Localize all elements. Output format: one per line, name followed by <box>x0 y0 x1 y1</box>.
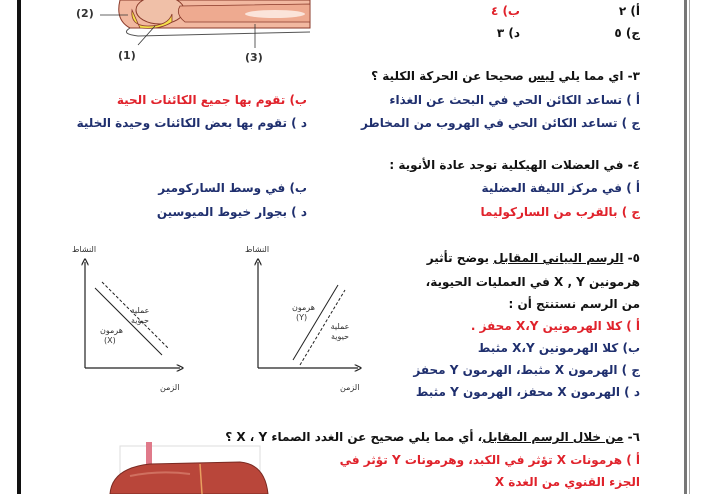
q5-question-line1 <box>427 250 640 266</box>
graph-y-x-label: الزمن <box>340 383 360 392</box>
q2-option-d[interactable]: د) ٣ <box>496 26 520 40</box>
q5-text: يوضح تأثير <box>426 251 494 265</box>
q5-option-c[interactable]: ج ) الهرمون X مثبط، الهرمون Y محفز <box>413 363 640 377</box>
q3-text-end: صحيحا عن الحركة الكلية ؟ <box>371 69 528 83</box>
graph-x-hormone-id: (X) <box>104 336 116 345</box>
q5-question-line2: هرمونين X , Y في العمليات الحيوية، <box>425 275 640 289</box>
graph-x-x-label: الزمن <box>160 383 180 392</box>
figure-label-1: (1) <box>118 49 136 62</box>
q3-option-b[interactable]: ب) تقوم بها جميع الكائنات الحية <box>116 93 307 107</box>
q2-option-a[interactable]: أ) ٢ <box>618 4 640 18</box>
q5-underlined: الرسم البياني المقابل <box>493 251 624 265</box>
figure-label-3: (3) <box>245 51 263 64</box>
q6-option-a-line1[interactable]: أ ) هرمونات X تؤثر في الكبد، وهرمونات Y تؤثر في <box>339 453 640 467</box>
q3-option-c[interactable]: ج ) تساعد الكائن الحي في الهروب من المخاطر <box>360 116 640 130</box>
graph-y-process-label: عملية حيوية <box>330 322 350 341</box>
graph-y-y-label: النشاط <box>245 245 270 254</box>
q3-number: ٣- <box>623 69 640 83</box>
q4-option-c[interactable]: ج ) بالقرب من الساركوليما <box>480 205 640 219</box>
page-border-left <box>17 0 21 494</box>
page-border-right-inner <box>689 0 690 494</box>
graph-y-hormone-id: (Y) <box>296 313 308 322</box>
q6-text: ، أي مما يلي صحيح عن الغدد الصماء X ، Y ؟ <box>225 430 483 444</box>
q6-option-a-line2[interactable]: الجزء القنوي من الغدة X <box>494 475 640 489</box>
q4-option-d[interactable]: د ) بجوار خيوط الميوسين <box>156 205 307 219</box>
figure-label-2: (2) <box>76 7 94 20</box>
q6-underlined: من خلال الرسم المقابل <box>482 430 624 444</box>
q3-underlined: ليس <box>527 69 555 83</box>
graph-x-process-label: عملية حيوية <box>130 306 150 325</box>
graph-y-hormone-label: هرمون <box>292 303 315 312</box>
q5-option-d[interactable]: د ) الهرمون X محفز، الهرمون Y مثبط <box>415 385 640 399</box>
q4-question: ٤- في العضلات الهيكلية توجد عادة الأنوية : <box>389 158 640 172</box>
liver-organ-figure <box>90 440 290 494</box>
q3-question <box>371 68 640 84</box>
q6-number: ٦- <box>623 430 640 444</box>
arm-muscle-figure <box>60 0 330 65</box>
q3-option-a[interactable]: أ ) تساعد الكائن الحي في البحث عن الغذاء <box>389 93 640 107</box>
q3-option-d[interactable]: د ) تقوم بها بعض الكائنات وحيدة الخلية <box>76 116 307 130</box>
q5-option-a[interactable]: أ ) كلا الهرمونين X،Y محفز . <box>470 319 640 333</box>
q4-option-b[interactable]: ب) في وسط الساركومير <box>158 181 307 195</box>
q5-question-line3: من الرسم نستنتج أن : <box>508 297 640 311</box>
q3-text: اي مما يلي <box>554 69 624 83</box>
graph-x-hormone-label: هرمون <box>100 326 123 335</box>
q5-number: ٥- <box>623 251 640 265</box>
page-border-right <box>684 0 687 494</box>
graph-x-y-label: النشاط <box>72 245 97 254</box>
q2-option-c[interactable]: ج) ٥ <box>614 26 640 40</box>
q4-option-a[interactable]: أ ) في مركز الليفة العضلية <box>481 181 640 195</box>
q5-option-b[interactable]: ب) كلا الهرمونين X،Y مثبط <box>477 341 640 355</box>
q2-option-b[interactable]: ب) ٤ <box>490 4 520 18</box>
